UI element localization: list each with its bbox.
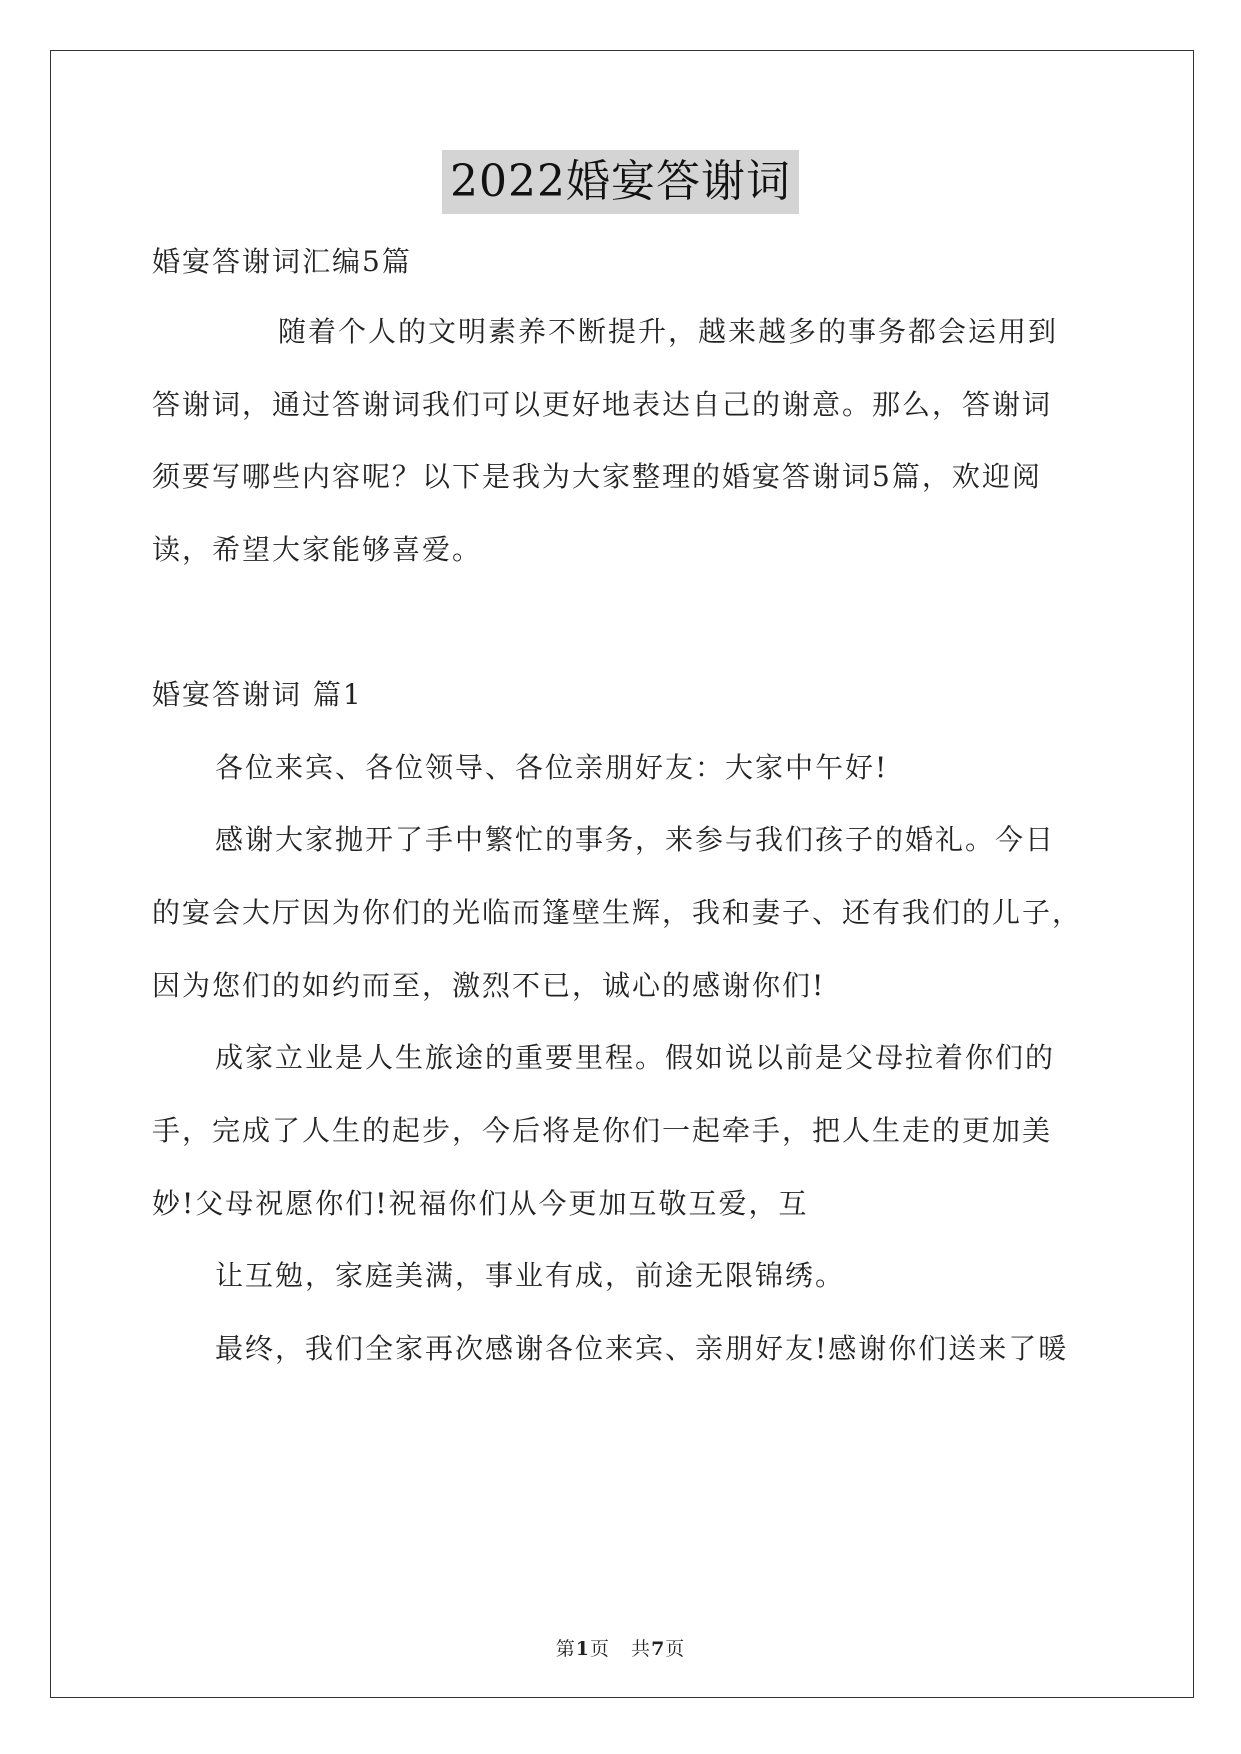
- intro-line-1: 随着个人的文明素养不断提升，越来越多的事务都会运用到: [278, 315, 1059, 348]
- page-footer: [0, 1634, 1241, 1661]
- body-line-8: 让互勉，家庭美满，事业有成，前途无限锦绣。: [215, 1259, 846, 1292]
- body-line-9: 最终，我们全家再次感谢各位来宾、亲朋好友!感谢你们送来了暖: [215, 1332, 1069, 1365]
- body-line-4: 因为您们的如约而至，激烈不已，诚心的感谢你们!: [152, 969, 826, 1002]
- body-line-5: 成家立业是人生旅途的重要里程。假如说以前是父母拉着你们的: [215, 1041, 1056, 1074]
- footer-suffix: 页: [665, 1638, 686, 1660]
- document-subtitle: 婚宴答谢词汇编5篇: [152, 245, 412, 278]
- page-border: [50, 50, 1194, 1698]
- intro-line-3: 须要写哪些内容呢？以下是我为大家整理的婚宴答谢词5篇，欢迎阅: [152, 460, 1042, 493]
- footer-page-current: 1: [575, 1638, 590, 1660]
- title-wrap: [0, 150, 1241, 214]
- body-line-2: 感谢大家抛开了手中繁忙的事务，来参与我们孩子的婚礼。今日: [215, 823, 1056, 856]
- body-line-7: 妙!父母祝愿你们!祝福你们从今更加互敬互爱，互: [152, 1187, 809, 1220]
- body-line-1: 各位来宾、各位领导、各位亲朋好友：大家中午好!: [215, 751, 889, 784]
- intro-line-4: 读，希望大家能够喜爱。: [152, 533, 483, 566]
- footer-page-total: 7: [651, 1638, 666, 1660]
- body-line-3: 的宴会大厅因为你们的光临而篷壁生辉，我和妻子、还有我们的儿子，: [152, 896, 1083, 929]
- section-heading: 婚宴答谢词 篇1: [152, 678, 363, 711]
- document-title: 2022婚宴答谢词: [442, 150, 799, 214]
- intro-line-2: 答谢词，通过答谢词我们可以更好地表达自己的谢意。那么，答谢词: [152, 388, 1053, 421]
- body-line-6: 手，完成了人生的起步，今后将是你们一起牵手，把人生走的更加美: [152, 1114, 1053, 1147]
- footer-mid: 页 共: [589, 1638, 652, 1660]
- footer-prefix: 第: [555, 1638, 576, 1660]
